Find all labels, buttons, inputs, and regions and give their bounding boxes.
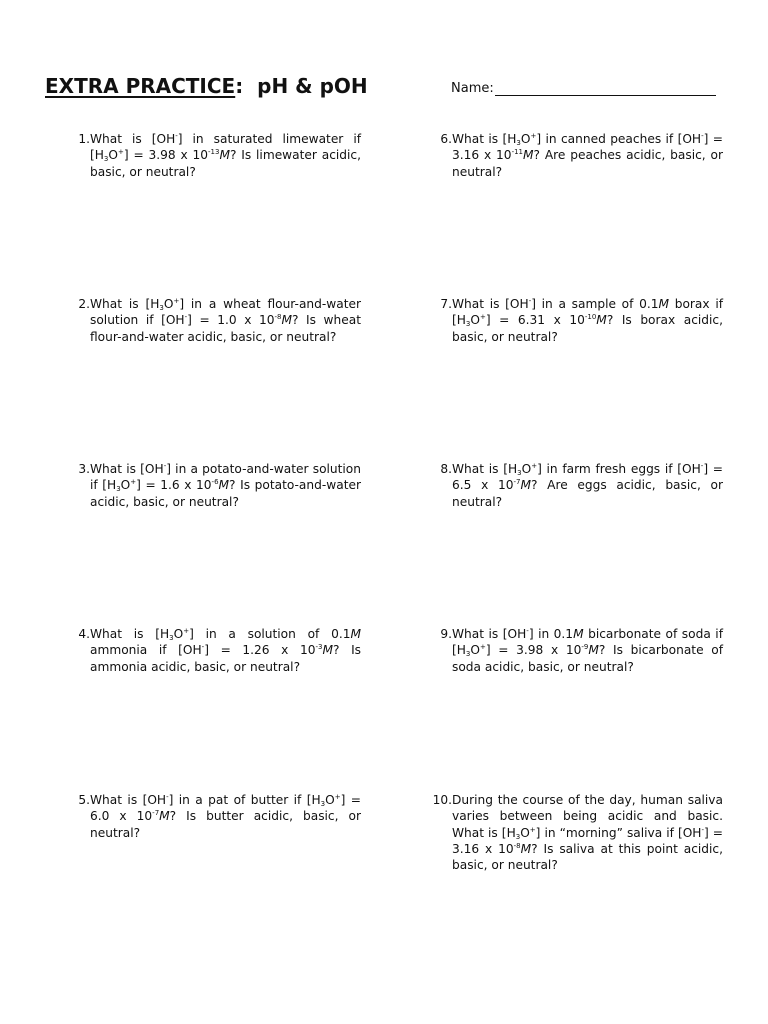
question-8 bbox=[428, 461, 723, 510]
question-4 bbox=[66, 626, 361, 675]
question-text: What is [OH-] in a potato-and-water solution if $[H_3O^+] = 1.6$ x $10^{-6}M$? Is potato-and-water acidic, basic, or neutral? bbox=[90, 462, 361, 509]
question-text: What is [OH-] in 0.1M bicarbonate of soda if $[H_3O^+] = 3.98$ x $10^{-9}M$? Is bicarbonate of soda acidic, basic, or neutral? bbox=[452, 627, 723, 674]
question-text: What is [OH-] in a sample of 0.1M borax if $[H_3O^+] = 6.31$ x $10^{-10}M$? Is borax acidic, basic, or neutral? bbox=[452, 297, 723, 344]
title-topic: pH & pOH bbox=[257, 74, 368, 98]
question-2 bbox=[66, 296, 361, 345]
question-text: What is $[H_3O^+]$ in canned peaches if [OH-] = 3.16 x $10^{-11}M$? Are peaches acidic, basic, or neutral? bbox=[452, 132, 723, 179]
question-number: 4. bbox=[78, 627, 90, 641]
name-label: Name: bbox=[451, 81, 494, 96]
question-text: What is [OH-] in saturated limewater if $[H_3O^+] = 3.98$ x $10^{-13}M$? Is limewater acidic, basic, or neutral? bbox=[90, 132, 361, 179]
question-9 bbox=[428, 626, 723, 675]
question-3 bbox=[66, 461, 361, 510]
name-field[interactable] bbox=[451, 81, 716, 96]
question-text: What is $[H_3O^+]$ in farm fresh eggs if [OH-] = 6.5 x $10^{-7}M$? Are eggs acidic, basic, or neutral? bbox=[452, 462, 723, 509]
question-10 bbox=[428, 792, 723, 873]
question-number: 1. bbox=[78, 132, 90, 146]
question-number: 5. bbox=[78, 793, 90, 807]
question-number: 9. bbox=[440, 627, 452, 641]
question-text: What is $[H_3O^+]$ in a solution of 0.1M ammonia if [OH-] = 1.26 x $10^{-3}M$? Is ammonia acidic, basic, or neutral? bbox=[90, 627, 362, 674]
title-extra-practice: EXTRA PRACTICE bbox=[45, 74, 236, 98]
question-text: What is [OH-] in a pat of butter if $[H_3O^+] = 6.0$ x $10^{-7}M$? Is butter acidic, basic, or neutral? bbox=[90, 793, 361, 840]
page-title bbox=[45, 74, 368, 98]
question-number: 8. bbox=[440, 462, 452, 476]
name-blank-line[interactable] bbox=[495, 82, 716, 96]
question-1 bbox=[66, 131, 361, 180]
question-number: 2. bbox=[78, 297, 90, 311]
question-number: 7. bbox=[440, 297, 452, 311]
question-number: 6. bbox=[440, 132, 452, 146]
title-colon: : bbox=[235, 74, 244, 98]
question-7 bbox=[428, 296, 723, 345]
question-text: What is $[H_3O^+]$ in a wheat flour-and-water solution if [OH-] = 1.0 x $10^{-8}M$? Is wheat flour-and-water acidic, basic, or neutral? bbox=[90, 297, 361, 344]
question-6 bbox=[428, 131, 723, 180]
question-5 bbox=[66, 792, 361, 841]
question-number: 3. bbox=[78, 462, 90, 476]
question-text: During the course of the day, human saliva varies between being acidic and basic. What is $[H_3O^+]$ in “morning” saliva if [OH-] = 3.16 x $10^{-8}M$? Is saliva at this point acidic, basic, or neutral? bbox=[452, 793, 723, 873]
question-number: 10. bbox=[432, 793, 452, 807]
